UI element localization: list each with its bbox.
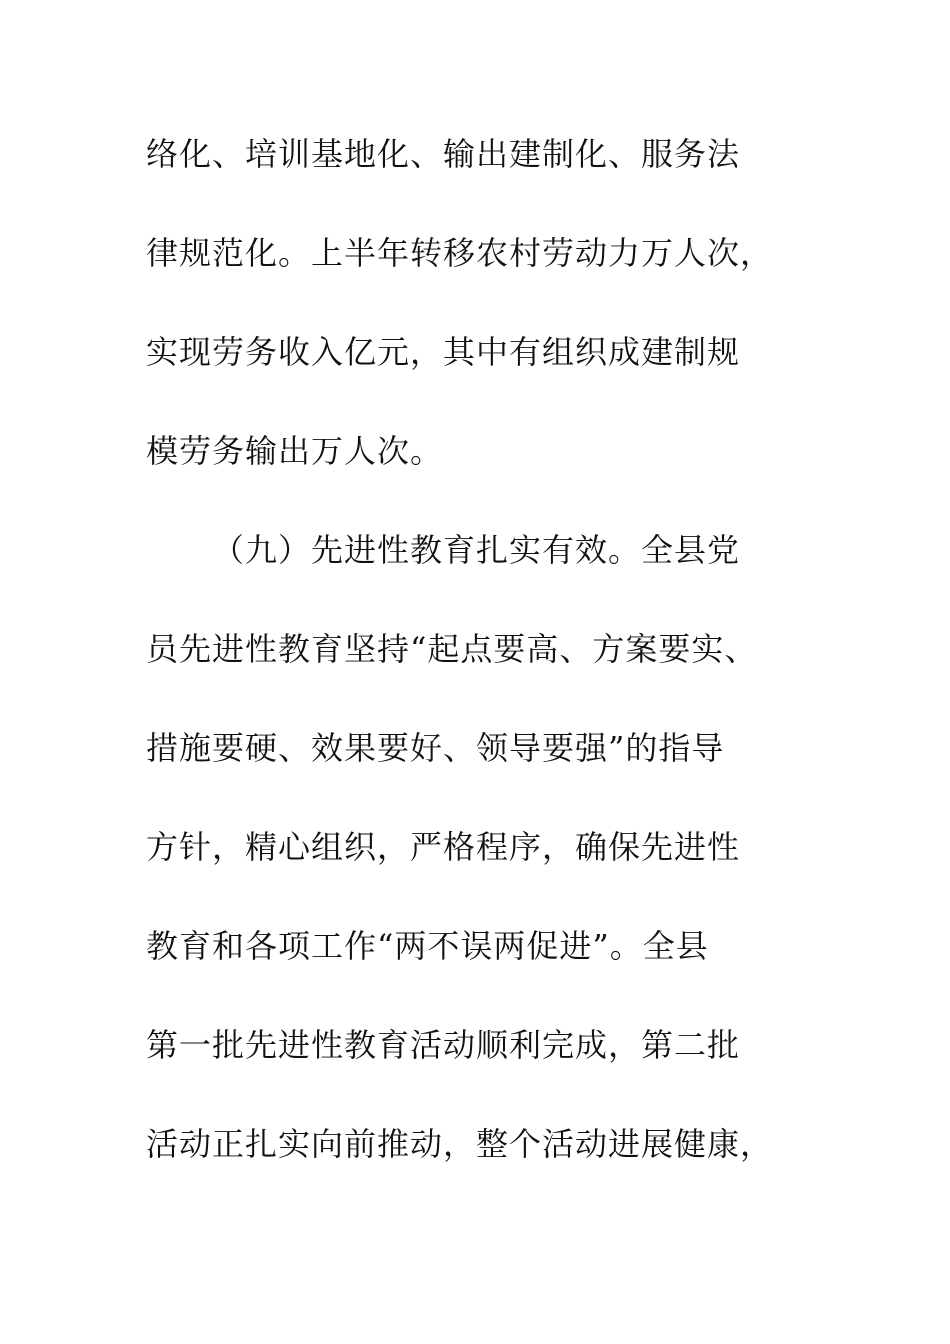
body-text <box>146 124 846 1213</box>
text-line: 教育和各项工作“两不误两促进”。全县 <box>146 927 709 965</box>
text-line: 第一批先进性教育活动顺利完成，第二批 <box>146 1026 741 1064</box>
text-line: 方针，精心组织，严格程序，确保先进性 <box>146 828 741 866</box>
text-line: 律规范化。上半年转移农村劳动力万人次， <box>146 234 774 272</box>
text-line: 活动正扎实向前推动，整个活动进展健康， <box>146 1125 774 1163</box>
section-heading-line: （九）先进性教育扎实有效。全县党 <box>212 531 741 569</box>
text-line: 模劳务输出万人次。 <box>146 432 444 470</box>
text-line: 员先进性教育坚持“起点要高、方案要实、 <box>146 630 758 668</box>
text-line: 实现劳务收入亿元，其中有组织成建制规 <box>146 333 741 371</box>
text-line: 措施要硬、效果要好、领导要强”的指导 <box>146 729 725 767</box>
text-line: 络化、培训基地化、输出建制化、服务法 <box>146 135 741 173</box>
